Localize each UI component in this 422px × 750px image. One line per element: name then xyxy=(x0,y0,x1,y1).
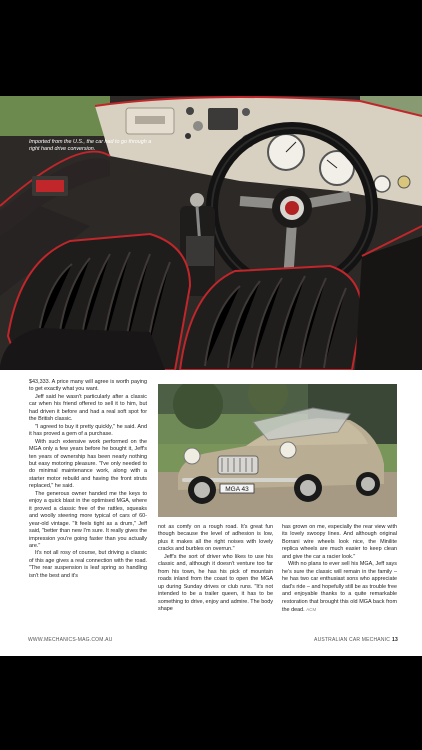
license-plate: MGA 43 xyxy=(225,486,249,493)
paragraph: It's not all rosy of course, but driving a classic of this age gives a real connection with the road. "The rear suspension is leaf spring so handling isn't the best and it's xyxy=(29,550,147,579)
paragraph-text: With no plans to ever sell his MGA, Jeff says he's sure the classic will remain in the family – he has two car enthusiast sons who appreciate dad's ride – and hopefully still be as trouble free and enjoyable thanks to a quite remarkable restoration that brought this old MGA back from the dead. xyxy=(282,561,397,613)
photo-caption: Imported from the U.S., the car had to go through a right hand drive conversion. xyxy=(29,139,152,152)
website-url: WWW.MECHANICS-MAG.COM.AU xyxy=(28,637,113,643)
paragraph: Jeff's the sort of driver who likes to use his classic and, although it doesn't venture too far from his town, he has his pick of mountain roads inland from the coast to open the MGA up during Sunday drives or club runs. "It's not intended to be a trailer queen, it has to be something to drive, enjoy and admire. The body shape xyxy=(158,553,273,612)
end-mark: ACM xyxy=(306,606,317,612)
article-column-3 xyxy=(282,524,397,614)
page-number: 13 xyxy=(392,637,398,643)
mg-badge-icon xyxy=(285,201,299,215)
magazine-name: AUSTRALIAN CAR MECHANIC xyxy=(314,637,391,643)
paragraph: With such extensive work performed on the MGA only a few years before he bought it, Jeff's ten years of ownership has been nearly nothing but easy motoring pleasure. "I've only needed to do minimal maintenance work, along with a starter motor rebuild and having the front struts replaced," he said. xyxy=(29,438,147,490)
article-column-2 xyxy=(158,524,273,613)
paragraph: not as comfy on a rough road. It's great fun though because the level of adhesion is low, plus it makes all the right noises with lovely cracks and burbles on overrun." xyxy=(158,524,273,553)
car-photo xyxy=(158,384,397,517)
paragraph: "I agreed to buy it pretty quickly," he said. And it has proved a gem of a purchase. xyxy=(29,423,147,438)
paragraph: $43,333. A price many will agree is worth paying to get exactly what you want. xyxy=(29,379,147,393)
paragraph: Jeff said he wasn't particularly after a classic car when his friend offered to sell it to him, but had driven it before and had a real soft spot for the British classic. xyxy=(29,393,147,423)
footer-right xyxy=(314,637,398,643)
paragraph: has grown on me, especially the rear view with its lovely swoopy lines. And although original Borrani wire wheels look nice, the Minilite replica wheels are much easier to keep clean and give the car a racier look." xyxy=(282,524,397,560)
magazine-page xyxy=(0,96,422,656)
interior-photo xyxy=(0,96,422,370)
article-column-1 xyxy=(29,379,147,580)
paragraph: The generous owner handed me the keys to enjoy a quick blast in the optimised MGA, where it proved a classic free of the rattles, squeaks and woolly steering more typical of cars of 60-year-old vintage. "It feels tight as a drum," Jeff said, "better than new I'm sure. It really gives the impression you're going faster than you actually are." xyxy=(29,490,147,549)
paragraph xyxy=(282,561,397,614)
page-footer xyxy=(28,637,398,645)
